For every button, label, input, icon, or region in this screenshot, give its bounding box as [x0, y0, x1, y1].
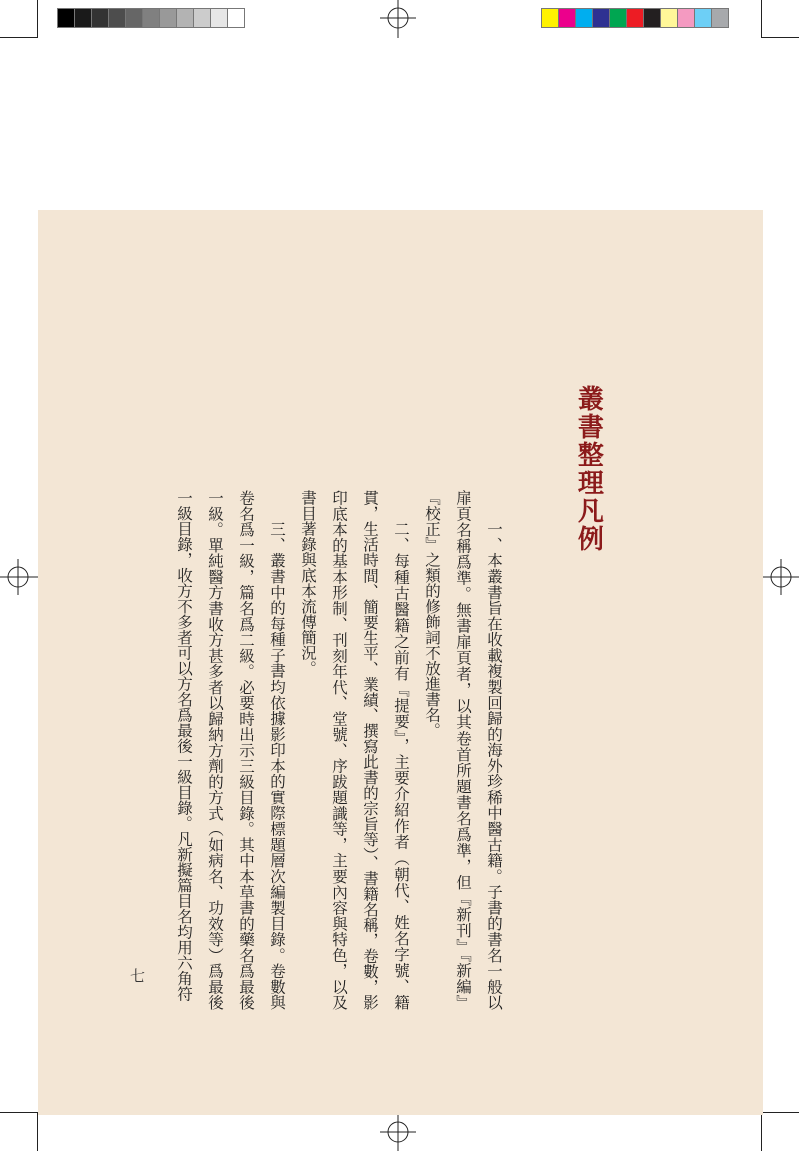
- grayscale-swatch: [125, 8, 143, 28]
- color-swatch: [626, 8, 644, 28]
- grayscale-swatch: [210, 8, 228, 28]
- grayscale-swatch: [74, 8, 92, 28]
- color-swatch: [711, 8, 729, 28]
- paragraph-3: 三、叢書中的每種子書均依據影印本的實際標題層次編製目錄。卷數與卷名爲一級，篇名爲二級。必要時出示三級目錄。其中本草書的藥名爲最後一級。單純醫方書收方甚多者以歸納方劑的方式（如病名、功效等）爲最後一級目錄，收方不多者可以方名爲最後一級目錄。凡新擬篇目名均用六角符: [175, 490, 286, 1010]
- process-color-bar: [541, 8, 728, 28]
- registration-mark-top: [378, 0, 418, 40]
- grayscale-swatch: [91, 8, 109, 28]
- crop-mark: [761, 0, 762, 38]
- crop-mark: [761, 37, 799, 38]
- grayscale-swatch: [108, 8, 126, 28]
- paragraph-2: 二、每種古醫籍之前有『提要』，主要介紹作者（朝代、姓名字號、籍貫，生活時間、簡要生平、業績、撰寫此書的宗旨等）、書籍名稱，卷數，影印底本的基本形制、刊刻年代、堂號、序跋題識等，主要內容與特色，以及書目著錄與底本流傳簡況。: [299, 490, 410, 1010]
- color-swatch: [677, 8, 695, 28]
- crop-mark: [761, 1112, 799, 1113]
- body-text: [168, 490, 509, 1010]
- crop-mark: [37, 1112, 38, 1151]
- grayscale-swatch: [176, 8, 194, 28]
- grayscale-swatch: [227, 8, 245, 28]
- page-title: 叢書整理凡例: [573, 385, 604, 553]
- registration-mark-right: [761, 557, 799, 597]
- crop-mark: [0, 1112, 38, 1113]
- crop-mark: [761, 1112, 762, 1151]
- paragraph-1: 一、本叢書旨在收載複製回歸的海外珍稀中醫古籍。子書的書名一般以扉頁名稱爲準。無書扉頁者，以其卷首所題書名爲準，但『新刊』『新編』『校正』之類的修飾詞不放進書名。: [423, 490, 503, 1010]
- grayscale-swatch: [193, 8, 211, 28]
- color-swatch: [541, 8, 559, 28]
- crop-mark: [37, 0, 38, 38]
- color-swatch: [643, 8, 661, 28]
- grayscale-swatch: [57, 8, 75, 28]
- grayscale-swatch: [159, 8, 177, 28]
- color-swatch: [694, 8, 712, 28]
- color-swatch: [660, 8, 678, 28]
- color-swatch: [592, 8, 610, 28]
- registration-mark-bottom: [378, 1114, 418, 1151]
- color-swatch: [575, 8, 593, 28]
- page-number: 七: [130, 967, 146, 985]
- grayscale-swatch: [142, 8, 160, 28]
- color-swatch: [609, 8, 627, 28]
- registration-mark-left: [0, 557, 38, 597]
- grayscale-color-bar: [57, 8, 244, 28]
- crop-mark: [0, 37, 38, 38]
- color-swatch: [558, 8, 576, 28]
